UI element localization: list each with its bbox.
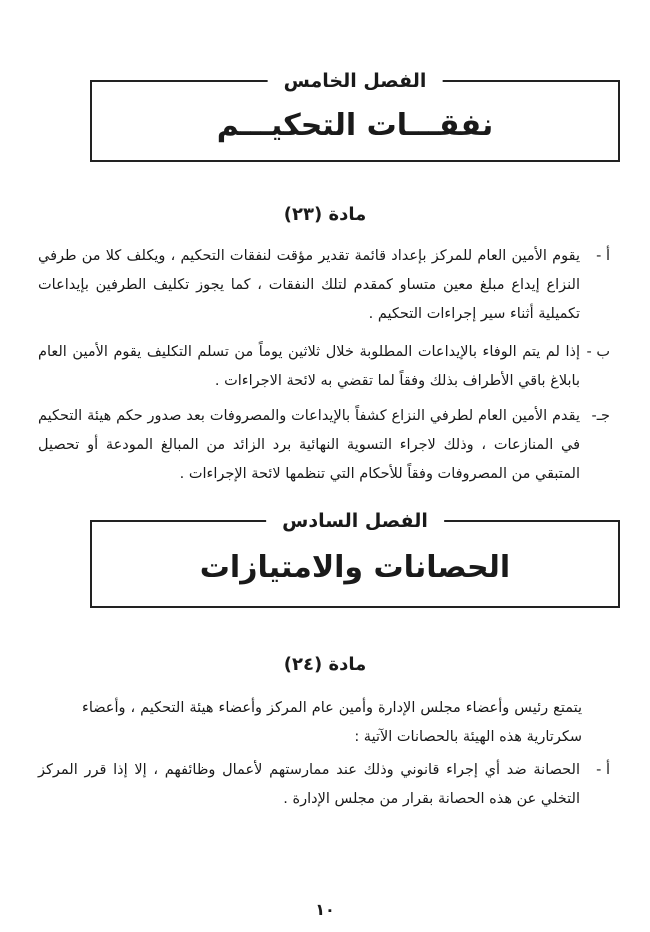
clause-text: الحصانة ضد أي إجراء قانوني وذلك عند ممارستهم لأعمال وظائفهم ، إلا إذا قرر المركز التخلي عن هذه الحصانة بقرار من مجلس الإدارة . <box>38 762 580 807</box>
article-23-heading: مادة (٢٣) <box>283 204 367 225</box>
chapter-five-box <box>90 70 620 162</box>
clause-text: يقوم الأمين العام للمركز بإعداد قائمة تقدير مؤقت لنفقات التحكيم ، ويكلف كلا من طرفي النزاع إيداع مبلغ معين متساو كمقدم لتلك النفقات ، كما يجوز تكليف الطرفين بإيداعات تكميلية أثناء سير إجراءات التحكيم . <box>38 248 580 322</box>
page-number: ١٠ <box>315 900 335 919</box>
clause-text: يقدم الأمين العام لطرفي النزاع كشفاً بالإيداعات والمصروفات بعد صدور حكم هيئة التحكيم في المنازعات ، وذلك لاجراء التسوية النهائية برد الزائد من المبالغ المودعة أو تحصيل المتبقي من المصروفات وفقاً للأحكام التي تنظمها لائحة الإجراءات . <box>38 408 580 482</box>
chapter-five-title: نفقـــات التحكيـــم <box>216 108 494 143</box>
clause-marker: جـ- <box>591 408 610 424</box>
article-23-clause-c <box>38 402 610 489</box>
chapter-five-label: الفصل الخامس <box>268 68 443 94</box>
article-24-clause-a <box>38 756 610 814</box>
article-23-clause-b <box>38 338 610 396</box>
clause-marker: أ - <box>596 248 610 264</box>
chapter-six-title: الحصانات والامتيازات <box>199 550 511 585</box>
clause-marker: ب - <box>586 344 610 360</box>
article-23-clause-a <box>38 242 610 329</box>
chapter-six-label: الفصل السادس <box>266 508 444 534</box>
clause-marker: أ - <box>596 762 610 778</box>
article-24-heading: مادة (٢٤) <box>283 654 367 675</box>
clause-text: إذا لم يتم الوفاء بالإيداعات المطلوبة خلال ثلاثين يوماً من تسلم التكليف يقوم الأمين العام بابلاغ باقي الأطراف بذلك وفقاً لما تقضي به لائحة الاجراءات . <box>38 344 580 389</box>
article-24-intro: يتمتع رئيس وأعضاء مجلس الإدارة وأمين عام المركز وأعضاء هيئة التحكيم ، وأعضاء سكرتارية هذه الهيئة بالحصانات الآتية : <box>82 700 582 745</box>
chapter-six-box <box>90 510 620 608</box>
